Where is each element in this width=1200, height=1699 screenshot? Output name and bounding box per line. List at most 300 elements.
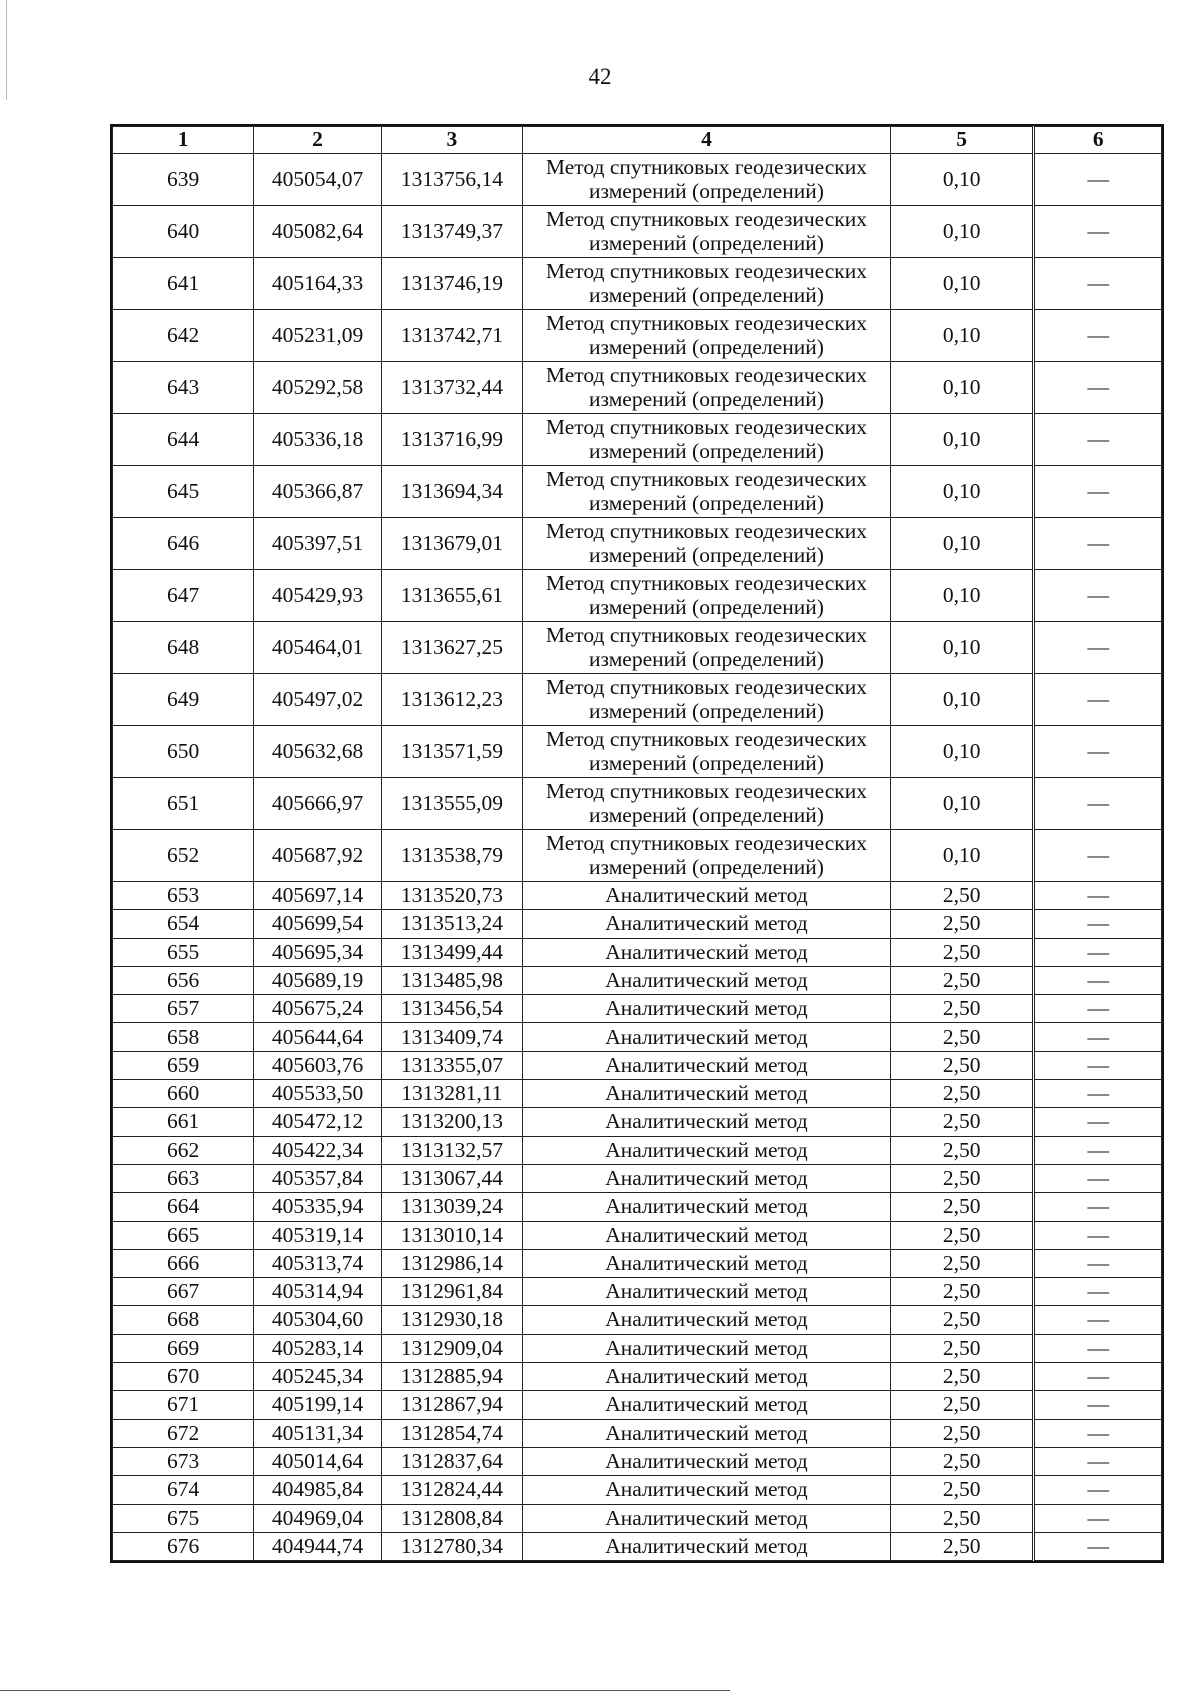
cell-accuracy: 2,50 xyxy=(890,1023,1034,1051)
dash-mark: — xyxy=(1087,1194,1109,1219)
table-row xyxy=(113,1221,1162,1249)
table-row xyxy=(113,1164,1162,1192)
cell-coordinate-y: 1313694,34 xyxy=(381,466,522,518)
cell-method: Аналитический метод xyxy=(523,1334,891,1362)
cell-point-number: 652 xyxy=(113,830,254,882)
cell-coordinate-x: 404969,04 xyxy=(254,1504,382,1532)
cell-note xyxy=(1034,1193,1162,1221)
cell-coordinate-x: 405283,14 xyxy=(254,1334,382,1362)
table-row xyxy=(113,1278,1162,1306)
cell-accuracy: 2,50 xyxy=(890,1334,1034,1362)
dash-mark: — xyxy=(1087,1109,1109,1134)
dash-mark: — xyxy=(1087,582,1109,607)
cell-note xyxy=(1034,1391,1162,1419)
cell-accuracy: 0,10 xyxy=(890,310,1034,362)
cell-coordinate-x: 405422,34 xyxy=(254,1136,382,1164)
cell-accuracy: 0,10 xyxy=(890,414,1034,466)
dash-mark: — xyxy=(1087,1081,1109,1106)
dash-mark: — xyxy=(1087,967,1109,992)
cell-point-number: 658 xyxy=(113,1023,254,1051)
cell-note xyxy=(1034,1334,1162,1362)
table-row xyxy=(113,622,1162,674)
cell-point-number: 659 xyxy=(113,1051,254,1079)
cell-method: Аналитический метод xyxy=(523,1306,891,1334)
cell-accuracy: 2,50 xyxy=(890,1532,1034,1560)
cell-coordinate-y: 1312909,04 xyxy=(381,1334,522,1362)
cell-coordinate-y: 1313749,37 xyxy=(381,206,522,258)
bottom-scan-line xyxy=(0,1690,730,1691)
cell-accuracy: 2,50 xyxy=(890,1221,1034,1249)
table-row xyxy=(113,1334,1162,1362)
cell-method: Метод спутниковых геодезических измерений (определений) xyxy=(523,206,891,258)
dash-mark: — xyxy=(1087,790,1109,815)
cell-coordinate-x: 405366,87 xyxy=(254,466,382,518)
cell-accuracy: 0,10 xyxy=(890,154,1034,206)
dash-mark: — xyxy=(1087,322,1109,347)
table-row xyxy=(113,882,1162,910)
cell-coordinate-y: 1313513,24 xyxy=(381,910,522,938)
cell-coordinate-y: 1313612,23 xyxy=(381,674,522,726)
table-row xyxy=(113,1532,1162,1560)
cell-accuracy: 2,50 xyxy=(890,1164,1034,1192)
cell-coordinate-x: 405699,54 xyxy=(254,910,382,938)
cell-accuracy: 2,50 xyxy=(890,882,1034,910)
cell-coordinate-x: 405464,01 xyxy=(254,622,382,674)
cell-point-number: 650 xyxy=(113,726,254,778)
cell-point-number: 647 xyxy=(113,570,254,622)
cell-coordinate-y: 1312837,64 xyxy=(381,1447,522,1475)
cell-accuracy: 2,50 xyxy=(890,995,1034,1023)
cell-coordinate-x: 405054,07 xyxy=(254,154,382,206)
cell-coordinate-y: 1313627,25 xyxy=(381,622,522,674)
cell-point-number: 655 xyxy=(113,938,254,966)
cell-note xyxy=(1034,1249,1162,1277)
cell-note xyxy=(1034,1504,1162,1532)
cell-coordinate-x: 405357,84 xyxy=(254,1164,382,1192)
cell-accuracy: 2,50 xyxy=(890,1136,1034,1164)
cell-accuracy: 2,50 xyxy=(890,966,1034,994)
cell-coordinate-y: 1313010,14 xyxy=(381,1221,522,1249)
cell-coordinate-y: 1313538,79 xyxy=(381,830,522,882)
dash-mark: — xyxy=(1087,996,1109,1021)
cell-method: Метод спутниковых геодезических измерений (определений) xyxy=(523,154,891,206)
cell-note xyxy=(1034,1051,1162,1079)
column-header-3: 3 xyxy=(381,127,522,154)
cell-note xyxy=(1034,1023,1162,1051)
dash-mark: — xyxy=(1087,686,1109,711)
cell-method: Аналитический метод xyxy=(523,1532,891,1560)
dash-mark: — xyxy=(1087,1279,1109,1304)
cell-method: Метод спутниковых геодезических измерений (определений) xyxy=(523,518,891,570)
cell-note xyxy=(1034,622,1162,674)
cell-note xyxy=(1034,910,1162,938)
table-row xyxy=(113,1391,1162,1419)
cell-point-number: 672 xyxy=(113,1419,254,1447)
cell-accuracy: 2,50 xyxy=(890,1193,1034,1221)
cell-note xyxy=(1034,778,1162,830)
cell-accuracy: 0,10 xyxy=(890,206,1034,258)
cell-point-number: 666 xyxy=(113,1249,254,1277)
cell-coordinate-y: 1312854,74 xyxy=(381,1419,522,1447)
cell-coordinate-y: 1313571,59 xyxy=(381,726,522,778)
cell-coordinate-y: 1313200,13 xyxy=(381,1108,522,1136)
page-number: 42 xyxy=(588,64,612,89)
table-row xyxy=(113,830,1162,882)
dash-mark: — xyxy=(1087,1448,1109,1473)
dash-mark: — xyxy=(1087,1364,1109,1389)
dash-mark: — xyxy=(1087,1307,1109,1332)
cell-method: Аналитический метод xyxy=(523,966,891,994)
cell-note xyxy=(1034,938,1162,966)
table-row xyxy=(113,1447,1162,1475)
cell-coordinate-x: 405245,34 xyxy=(254,1363,382,1391)
cell-coordinate-x: 405603,76 xyxy=(254,1051,382,1079)
cell-method: Аналитический метод xyxy=(523,1108,891,1136)
cell-accuracy: 2,50 xyxy=(890,1051,1034,1079)
cell-coordinate-y: 1312986,14 xyxy=(381,1249,522,1277)
table-row xyxy=(113,1363,1162,1391)
cell-method: Аналитический метод xyxy=(523,1476,891,1504)
cell-note xyxy=(1034,258,1162,310)
cell-coordinate-x: 405687,92 xyxy=(254,830,382,882)
table-row xyxy=(113,1193,1162,1221)
cell-note xyxy=(1034,570,1162,622)
table-row xyxy=(113,206,1162,258)
cell-point-number: 639 xyxy=(113,154,254,206)
cell-method: Аналитический метод xyxy=(523,1136,891,1164)
cell-coordinate-x: 405131,34 xyxy=(254,1419,382,1447)
cell-method: Аналитический метод xyxy=(523,1193,891,1221)
cell-coordinate-y: 1313409,74 xyxy=(381,1023,522,1051)
cell-coordinate-x: 405695,34 xyxy=(254,938,382,966)
cell-accuracy: 2,50 xyxy=(890,1080,1034,1108)
cell-method: Метод спутниковых геодезических измерений (определений) xyxy=(523,674,891,726)
cell-note xyxy=(1034,674,1162,726)
cell-method: Метод спутниковых геодезических измерений (определений) xyxy=(523,466,891,518)
cell-coordinate-x: 405644,64 xyxy=(254,1023,382,1051)
cell-note xyxy=(1034,154,1162,206)
cell-accuracy: 2,50 xyxy=(890,938,1034,966)
cell-point-number: 670 xyxy=(113,1363,254,1391)
cell-accuracy: 2,50 xyxy=(890,1363,1034,1391)
cell-point-number: 669 xyxy=(113,1334,254,1362)
cell-coordinate-y: 1313756,14 xyxy=(381,154,522,206)
cell-coordinate-x: 405164,33 xyxy=(254,258,382,310)
cell-coordinate-x: 405497,02 xyxy=(254,674,382,726)
cell-point-number: 660 xyxy=(113,1080,254,1108)
cell-coordinate-x: 405689,19 xyxy=(254,966,382,994)
cell-accuracy: 2,50 xyxy=(890,1476,1034,1504)
cell-coordinate-x: 405319,14 xyxy=(254,1221,382,1249)
dash-mark: — xyxy=(1087,634,1109,659)
cell-coordinate-y: 1313679,01 xyxy=(381,518,522,570)
table-row xyxy=(113,414,1162,466)
cell-coordinate-y: 1312780,34 xyxy=(381,1532,522,1560)
cell-accuracy: 2,50 xyxy=(890,910,1034,938)
cell-note xyxy=(1034,1306,1162,1334)
cell-coordinate-x: 405533,50 xyxy=(254,1080,382,1108)
table-row xyxy=(113,938,1162,966)
cell-note xyxy=(1034,726,1162,778)
dash-mark: — xyxy=(1087,1250,1109,1275)
dash-mark: — xyxy=(1087,1533,1109,1558)
dash-mark: — xyxy=(1087,166,1109,191)
dash-mark: — xyxy=(1087,426,1109,451)
cell-point-number: 657 xyxy=(113,995,254,1023)
cell-coordinate-x: 404985,84 xyxy=(254,1476,382,1504)
cell-method: Метод спутниковых геодезических измерений (определений) xyxy=(523,310,891,362)
cell-coordinate-y: 1312930,18 xyxy=(381,1306,522,1334)
table-row xyxy=(113,674,1162,726)
cell-point-number: 645 xyxy=(113,466,254,518)
table-header-row xyxy=(113,127,1162,154)
cell-coordinate-x: 405313,74 xyxy=(254,1249,382,1277)
cell-accuracy: 0,10 xyxy=(890,518,1034,570)
cell-accuracy: 2,50 xyxy=(890,1108,1034,1136)
dash-mark: — xyxy=(1087,1335,1109,1360)
cell-method: Аналитический метод xyxy=(523,938,891,966)
table-row xyxy=(113,1504,1162,1532)
cell-point-number: 642 xyxy=(113,310,254,362)
cell-note xyxy=(1034,1532,1162,1560)
cell-accuracy: 0,10 xyxy=(890,570,1034,622)
cell-coordinate-y: 1312867,94 xyxy=(381,1391,522,1419)
cell-point-number: 653 xyxy=(113,882,254,910)
table-row xyxy=(113,1249,1162,1277)
cell-method: Аналитический метод xyxy=(523,995,891,1023)
cell-note xyxy=(1034,206,1162,258)
cell-point-number: 671 xyxy=(113,1391,254,1419)
cell-coordinate-y: 1313655,61 xyxy=(381,570,522,622)
coordinates-table-frame xyxy=(110,124,1164,1563)
cell-point-number: 661 xyxy=(113,1108,254,1136)
cell-point-number: 667 xyxy=(113,1278,254,1306)
cell-accuracy: 0,10 xyxy=(890,778,1034,830)
dash-mark: — xyxy=(1087,218,1109,243)
cell-point-number: 675 xyxy=(113,1504,254,1532)
cell-point-number: 664 xyxy=(113,1193,254,1221)
cell-note xyxy=(1034,1136,1162,1164)
cell-method: Аналитический метод xyxy=(523,1363,891,1391)
cell-accuracy: 2,50 xyxy=(890,1306,1034,1334)
cell-coordinate-y: 1313555,09 xyxy=(381,778,522,830)
cell-point-number: 676 xyxy=(113,1532,254,1560)
table-row xyxy=(113,570,1162,622)
cell-coordinate-x: 405675,24 xyxy=(254,995,382,1023)
cell-method: Аналитический метод xyxy=(523,1504,891,1532)
cell-accuracy: 0,10 xyxy=(890,830,1034,882)
cell-accuracy: 2,50 xyxy=(890,1419,1034,1447)
cell-point-number: 654 xyxy=(113,910,254,938)
cell-method: Метод спутниковых геодезических измерений (определений) xyxy=(523,622,891,674)
cell-coordinate-y: 1313355,07 xyxy=(381,1051,522,1079)
cell-accuracy: 2,50 xyxy=(890,1447,1034,1475)
table-row xyxy=(113,995,1162,1023)
cell-coordinate-x: 405014,64 xyxy=(254,1447,382,1475)
cell-note xyxy=(1034,966,1162,994)
cell-coordinate-x: 405429,93 xyxy=(254,570,382,622)
cell-accuracy: 0,10 xyxy=(890,674,1034,726)
cell-method: Метод спутниковых геодезических измерений (определений) xyxy=(523,258,891,310)
cell-coordinate-y: 1313067,44 xyxy=(381,1164,522,1192)
table-row xyxy=(113,1136,1162,1164)
cell-point-number: 665 xyxy=(113,1221,254,1249)
cell-coordinate-x: 405632,68 xyxy=(254,726,382,778)
cell-accuracy: 2,50 xyxy=(890,1391,1034,1419)
table-row xyxy=(113,466,1162,518)
cell-method: Аналитический метод xyxy=(523,1419,891,1447)
cell-method: Аналитический метод xyxy=(523,1249,891,1277)
cell-point-number: 648 xyxy=(113,622,254,674)
dash-mark: — xyxy=(1087,1137,1109,1162)
cell-coordinate-x: 405397,51 xyxy=(254,518,382,570)
cell-note xyxy=(1034,995,1162,1023)
table-row xyxy=(113,1476,1162,1504)
dash-mark: — xyxy=(1087,911,1109,936)
cell-coordinate-y: 1313039,24 xyxy=(381,1193,522,1221)
cell-note xyxy=(1034,1080,1162,1108)
cell-method: Аналитический метод xyxy=(523,1023,891,1051)
table-row xyxy=(113,726,1162,778)
cell-point-number: 649 xyxy=(113,674,254,726)
column-header-4: 4 xyxy=(523,127,891,154)
table-row xyxy=(113,966,1162,994)
cell-method: Метод спутниковых геодезических измерений (определений) xyxy=(523,830,891,882)
cell-note xyxy=(1034,1278,1162,1306)
cell-coordinate-x: 405472,12 xyxy=(254,1108,382,1136)
cell-point-number: 674 xyxy=(113,1476,254,1504)
cell-note xyxy=(1034,1363,1162,1391)
cell-coordinate-x: 405314,94 xyxy=(254,1278,382,1306)
cell-coordinate-y: 1313746,19 xyxy=(381,258,522,310)
cell-point-number: 651 xyxy=(113,778,254,830)
cell-accuracy: 0,10 xyxy=(890,258,1034,310)
cell-point-number: 668 xyxy=(113,1306,254,1334)
cell-coordinate-x: 405336,18 xyxy=(254,414,382,466)
cell-method: Аналитический метод xyxy=(523,1051,891,1079)
dash-mark: — xyxy=(1087,1222,1109,1247)
cell-accuracy: 2,50 xyxy=(890,1249,1034,1277)
cell-point-number: 641 xyxy=(113,258,254,310)
cell-coordinate-x: 405304,60 xyxy=(254,1306,382,1334)
cell-note xyxy=(1034,1419,1162,1447)
dash-mark: — xyxy=(1087,1052,1109,1077)
cell-point-number: 643 xyxy=(113,362,254,414)
dash-mark: — xyxy=(1087,738,1109,763)
table-row xyxy=(113,1306,1162,1334)
cell-method: Метод спутниковых геодезических измерений (определений) xyxy=(523,570,891,622)
table-row xyxy=(113,1051,1162,1079)
cell-point-number: 663 xyxy=(113,1164,254,1192)
cell-method: Аналитический метод xyxy=(523,1080,891,1108)
dash-mark: — xyxy=(1087,939,1109,964)
cell-point-number: 640 xyxy=(113,206,254,258)
table-row xyxy=(113,1023,1162,1051)
cell-coordinate-y: 1312808,84 xyxy=(381,1504,522,1532)
column-header-1: 1 xyxy=(113,127,254,154)
dash-mark: — xyxy=(1087,883,1109,908)
cell-coordinate-x: 405292,58 xyxy=(254,362,382,414)
dash-mark: — xyxy=(1087,1420,1109,1445)
cell-note xyxy=(1034,362,1162,414)
cell-method: Аналитический метод xyxy=(523,1278,891,1306)
cell-coordinate-y: 1313499,44 xyxy=(381,938,522,966)
cell-accuracy: 0,10 xyxy=(890,362,1034,414)
cell-coordinate-x: 405335,94 xyxy=(254,1193,382,1221)
table-row xyxy=(113,518,1162,570)
table-row xyxy=(113,154,1162,206)
cell-coordinate-y: 1312885,94 xyxy=(381,1363,522,1391)
table-row xyxy=(113,1108,1162,1136)
table-row xyxy=(113,258,1162,310)
table-row xyxy=(113,1419,1162,1447)
table-row xyxy=(113,910,1162,938)
cell-point-number: 662 xyxy=(113,1136,254,1164)
cell-coordinate-y: 1313732,44 xyxy=(381,362,522,414)
cell-note xyxy=(1034,1221,1162,1249)
cell-coordinate-y: 1313132,57 xyxy=(381,1136,522,1164)
cell-coordinate-y: 1313520,73 xyxy=(381,882,522,910)
cell-coordinate-y: 1313281,11 xyxy=(381,1080,522,1108)
cell-coordinate-x: 405697,14 xyxy=(254,882,382,910)
coordinates-table xyxy=(112,126,1162,1561)
table-row xyxy=(113,778,1162,830)
cell-note xyxy=(1034,1108,1162,1136)
cell-method: Аналитический метод xyxy=(523,1391,891,1419)
cell-method: Метод спутниковых геодезических измерений (определений) xyxy=(523,778,891,830)
dash-mark: — xyxy=(1087,530,1109,555)
dash-mark: — xyxy=(1087,374,1109,399)
dash-mark: — xyxy=(1087,842,1109,867)
table-row xyxy=(113,1080,1162,1108)
cell-note xyxy=(1034,1164,1162,1192)
cell-method: Аналитический метод xyxy=(523,882,891,910)
cell-method: Метод спутниковых геодезических измерений (определений) xyxy=(523,414,891,466)
cell-method: Метод спутниковых геодезических измерений (определений) xyxy=(523,362,891,414)
table-row xyxy=(113,310,1162,362)
dash-mark: — xyxy=(1087,1024,1109,1049)
column-header-6: 6 xyxy=(1034,127,1162,154)
cell-coordinate-y: 1313716,99 xyxy=(381,414,522,466)
cell-coordinate-x: 405231,09 xyxy=(254,310,382,362)
cell-method: Аналитический метод xyxy=(523,1447,891,1475)
cell-method: Аналитический метод xyxy=(523,1221,891,1249)
cell-method: Метод спутниковых геодезических измерений (определений) xyxy=(523,726,891,778)
cell-note xyxy=(1034,310,1162,362)
column-header-5: 5 xyxy=(890,127,1034,154)
cell-coordinate-y: 1313456,54 xyxy=(381,995,522,1023)
table-row xyxy=(113,362,1162,414)
cell-coordinate-y: 1312961,84 xyxy=(381,1278,522,1306)
cell-note xyxy=(1034,466,1162,518)
cell-point-number: 673 xyxy=(113,1447,254,1475)
cell-note xyxy=(1034,830,1162,882)
dash-mark: — xyxy=(1087,1166,1109,1190)
dash-mark: — xyxy=(1087,478,1109,503)
cell-point-number: 646 xyxy=(113,518,254,570)
dash-mark: — xyxy=(1087,1505,1109,1530)
cell-note xyxy=(1034,414,1162,466)
dash-mark: — xyxy=(1087,1477,1109,1502)
table-body xyxy=(113,154,1162,1561)
cell-note xyxy=(1034,1447,1162,1475)
cell-coordinate-x: 405666,97 xyxy=(254,778,382,830)
cell-coordinate-y: 1313742,71 xyxy=(381,310,522,362)
cell-note xyxy=(1034,518,1162,570)
cell-method: Аналитический метод xyxy=(523,1164,891,1192)
cell-method: Аналитический метод xyxy=(523,910,891,938)
cell-accuracy: 0,10 xyxy=(890,466,1034,518)
